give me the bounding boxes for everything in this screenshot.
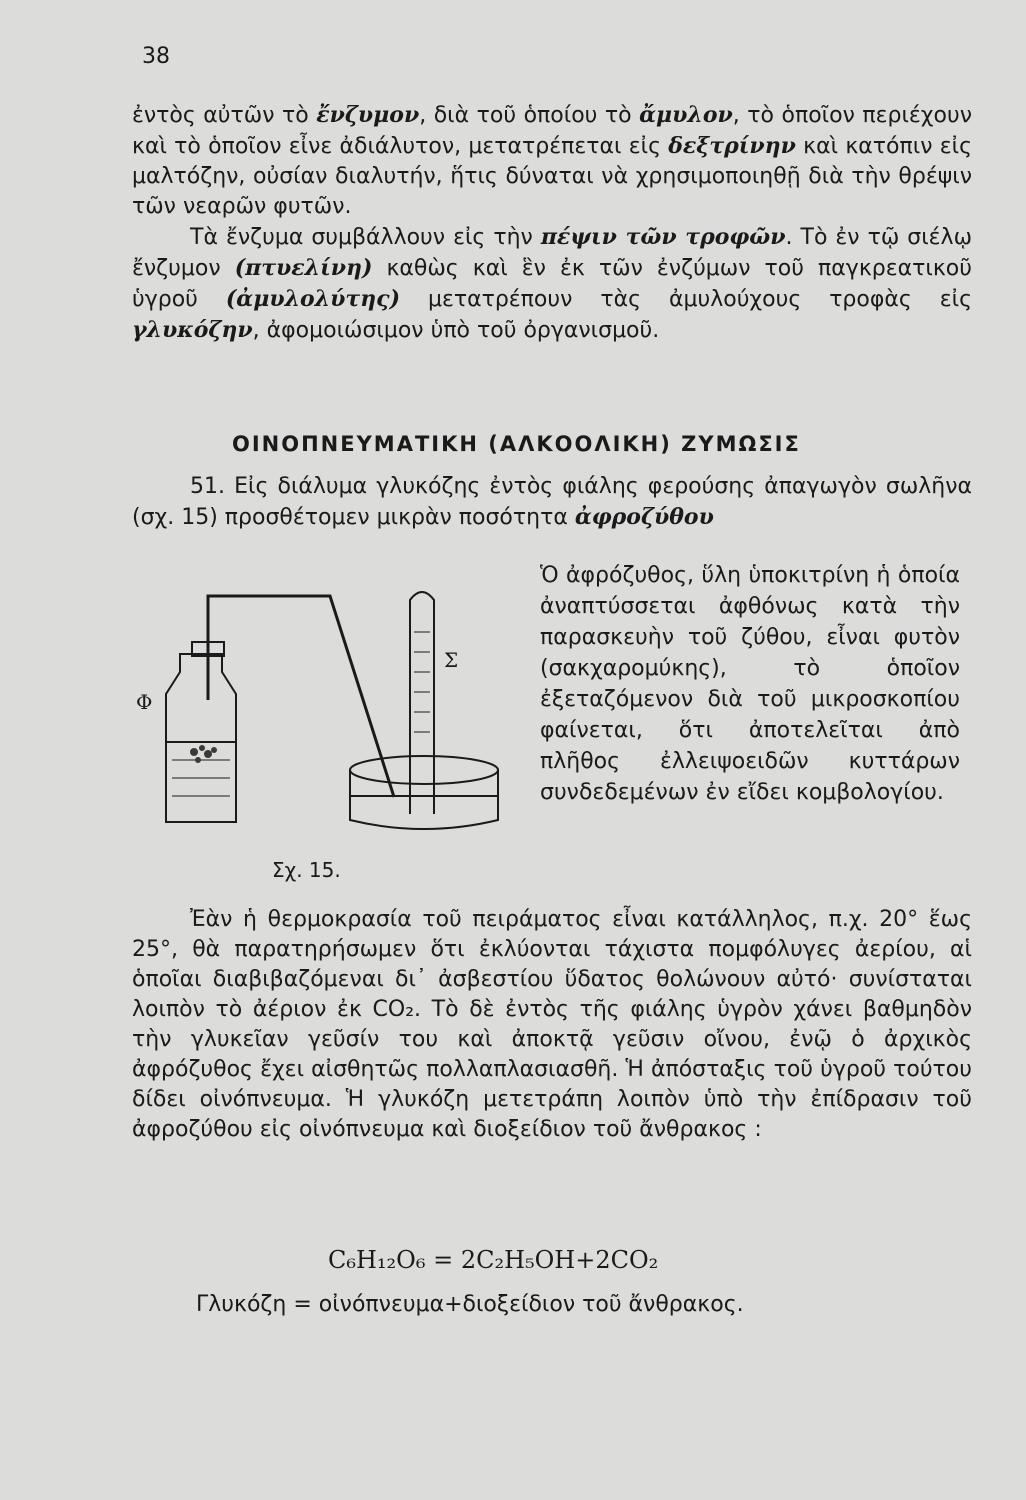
apparatus-drawing bbox=[132, 582, 532, 862]
term-amylolytes: (ἀμυλολύτης) bbox=[225, 286, 400, 312]
text-run: καὶ κατόπιν εἰς μαλτόζην, οὐσίαν διαλυτήν, ἥτις δύναται νὰ χρησιμοποιηθῇ διὰ τὴν θρέψιν τῶν νεαρῶν φυτῶν. bbox=[132, 134, 972, 219]
tube-label: Σ bbox=[444, 648, 459, 672]
term-enzyme: ἔνζυμον bbox=[316, 102, 420, 128]
text-run: . Τὸ ἐν τῷ σιέλῳ ἔνζυμον bbox=[132, 225, 972, 281]
paragraph-51-yeast: Ὁ ἀφρόζυθος, ὕλη ὑποκιτρίνη ἡ ὁποία ἀναπτύσσεται ἀφθόνως κατὰ τὴν παρασκευὴν τοῦ ζύθου, εἶναι φυτὸν (σακχαρομύκης), τὸ ὁποῖον ἐξεταζόμενον διὰ τοῦ μικροσκοπίου φαίνεται, ὅτι ἀποτελεῖται ἀπὸ πλῆθος ἐλλειψοειδῶν κυττάρων συνδεδεμένων ἐν εἴδει κομβολογίου. bbox=[540, 563, 960, 805]
chemical-equation: C₆H₁₂O₆ = 2C₂H₅OH+2CO₂ bbox=[328, 1246, 659, 1274]
text-run: 51. Εἰς διάλυμα γλυκόζης ἐντὸς φιάλης φερούσης ἀπαγωγὸν σωλῆνα (σχ. 15) προσθέτομεν μικρὰν ποσότητα bbox=[132, 474, 972, 530]
term-dextrin: δεξτρίνην bbox=[668, 133, 796, 159]
text-run: καθὼς καὶ ἓν ἐκ τῶν ἐνζύμων τοῦ παγκρεατικοῦ ὑγροῦ bbox=[132, 256, 972, 312]
text-run: , ἀφομοιώσιμον ὑπὸ τοῦ ὀργανισμοῦ. bbox=[252, 318, 660, 343]
section-heading: ΟΙΝΟΠΝΕΥΜΑΤΙΚΗ (ΑΛΚΟΟΛΙΚΗ) ΖΥΜΩΣΙΣ bbox=[232, 432, 801, 456]
term-starch: ἄμυλον bbox=[639, 102, 733, 128]
paragraph-51-intro bbox=[132, 472, 972, 562]
text-run: Τὰ ἔνζυμα συμβάλλουν εἰς τὴν bbox=[190, 225, 541, 250]
term-digestion: πέψιν τῶν τροφῶν bbox=[540, 224, 786, 250]
text-run: μετατρέπουν τὰς ἀμυλούχους τροφὰς εἰς bbox=[399, 287, 972, 312]
paragraph-enzymes bbox=[132, 100, 972, 346]
text-run: Ἐὰν ἡ θερμοκρασία τοῦ πειράματος εἶναι κατάλληλος, π.χ. 20° ἕως 25°, θὰ παρατηρήσωμεν ὅτι ἐκλύονται τάχιστα πομφόλυγες ἀερίου, αἱ ὁποῖαι διαβιβαζόμεναι δι᾿ ἀσβεστίου ὕδατος θολώνουν αὐτό· συνίσταται λοιπὸν τὸ ἀέριον ἐκ CO₂. Τὸ δὲ ἐντὸς τῆς φιάλης ὑγρὸν χάνει βαθμηδὸν τὴν γλυκεῖαν γεῦσίν του καὶ ἀποκτᾷ γεῦσιν οἴνου, ἐνῷ ὁ ἀρχικὸς ἀφρόζυθος ἔχει αἰσθητῶς πολλαπλασιασθῆ. Ἡ ἀπόσταξις τοῦ ὑγροῦ τούτου δίδει οἰνόπνευμα. Ἡ γλυκόζη μετετράπη λοιπὸν ὑπὸ τὴν ἐπίδρασιν τοῦ ἀφροζύθου εἰς οἰνόπνευμα καὶ διοξείδιον τοῦ ἄνθρακος : bbox=[132, 907, 972, 1142]
figure-fermentation-apparatus bbox=[132, 582, 532, 882]
term-yeast: ἀφροζύθου bbox=[574, 504, 714, 530]
paragraph-temperature bbox=[132, 905, 972, 1145]
term-ptyalin: (πτυελίνη) bbox=[234, 255, 373, 281]
text-run: , τὸ ὁποῖον περιέχουν καὶ τὸ ὁποῖον εἶνε ἀδιάλυτον, μετατρέπεται εἰς bbox=[132, 103, 972, 159]
term-glucose: γλυκόζην bbox=[132, 317, 253, 343]
text-run: , διὰ τοῦ ὁποίου τὸ bbox=[419, 103, 640, 128]
text-run: ἐντὸς αὐτῶν τὸ bbox=[132, 103, 317, 128]
equation-in-words: Γλυκόζη = οἰνόπνευμα+διοξείδιον τοῦ ἄνθρακος. bbox=[196, 1292, 744, 1317]
flask-label: Φ bbox=[136, 690, 153, 714]
figure-caption: Σχ. 15. bbox=[272, 858, 341, 882]
page-number: 38 bbox=[142, 44, 170, 69]
